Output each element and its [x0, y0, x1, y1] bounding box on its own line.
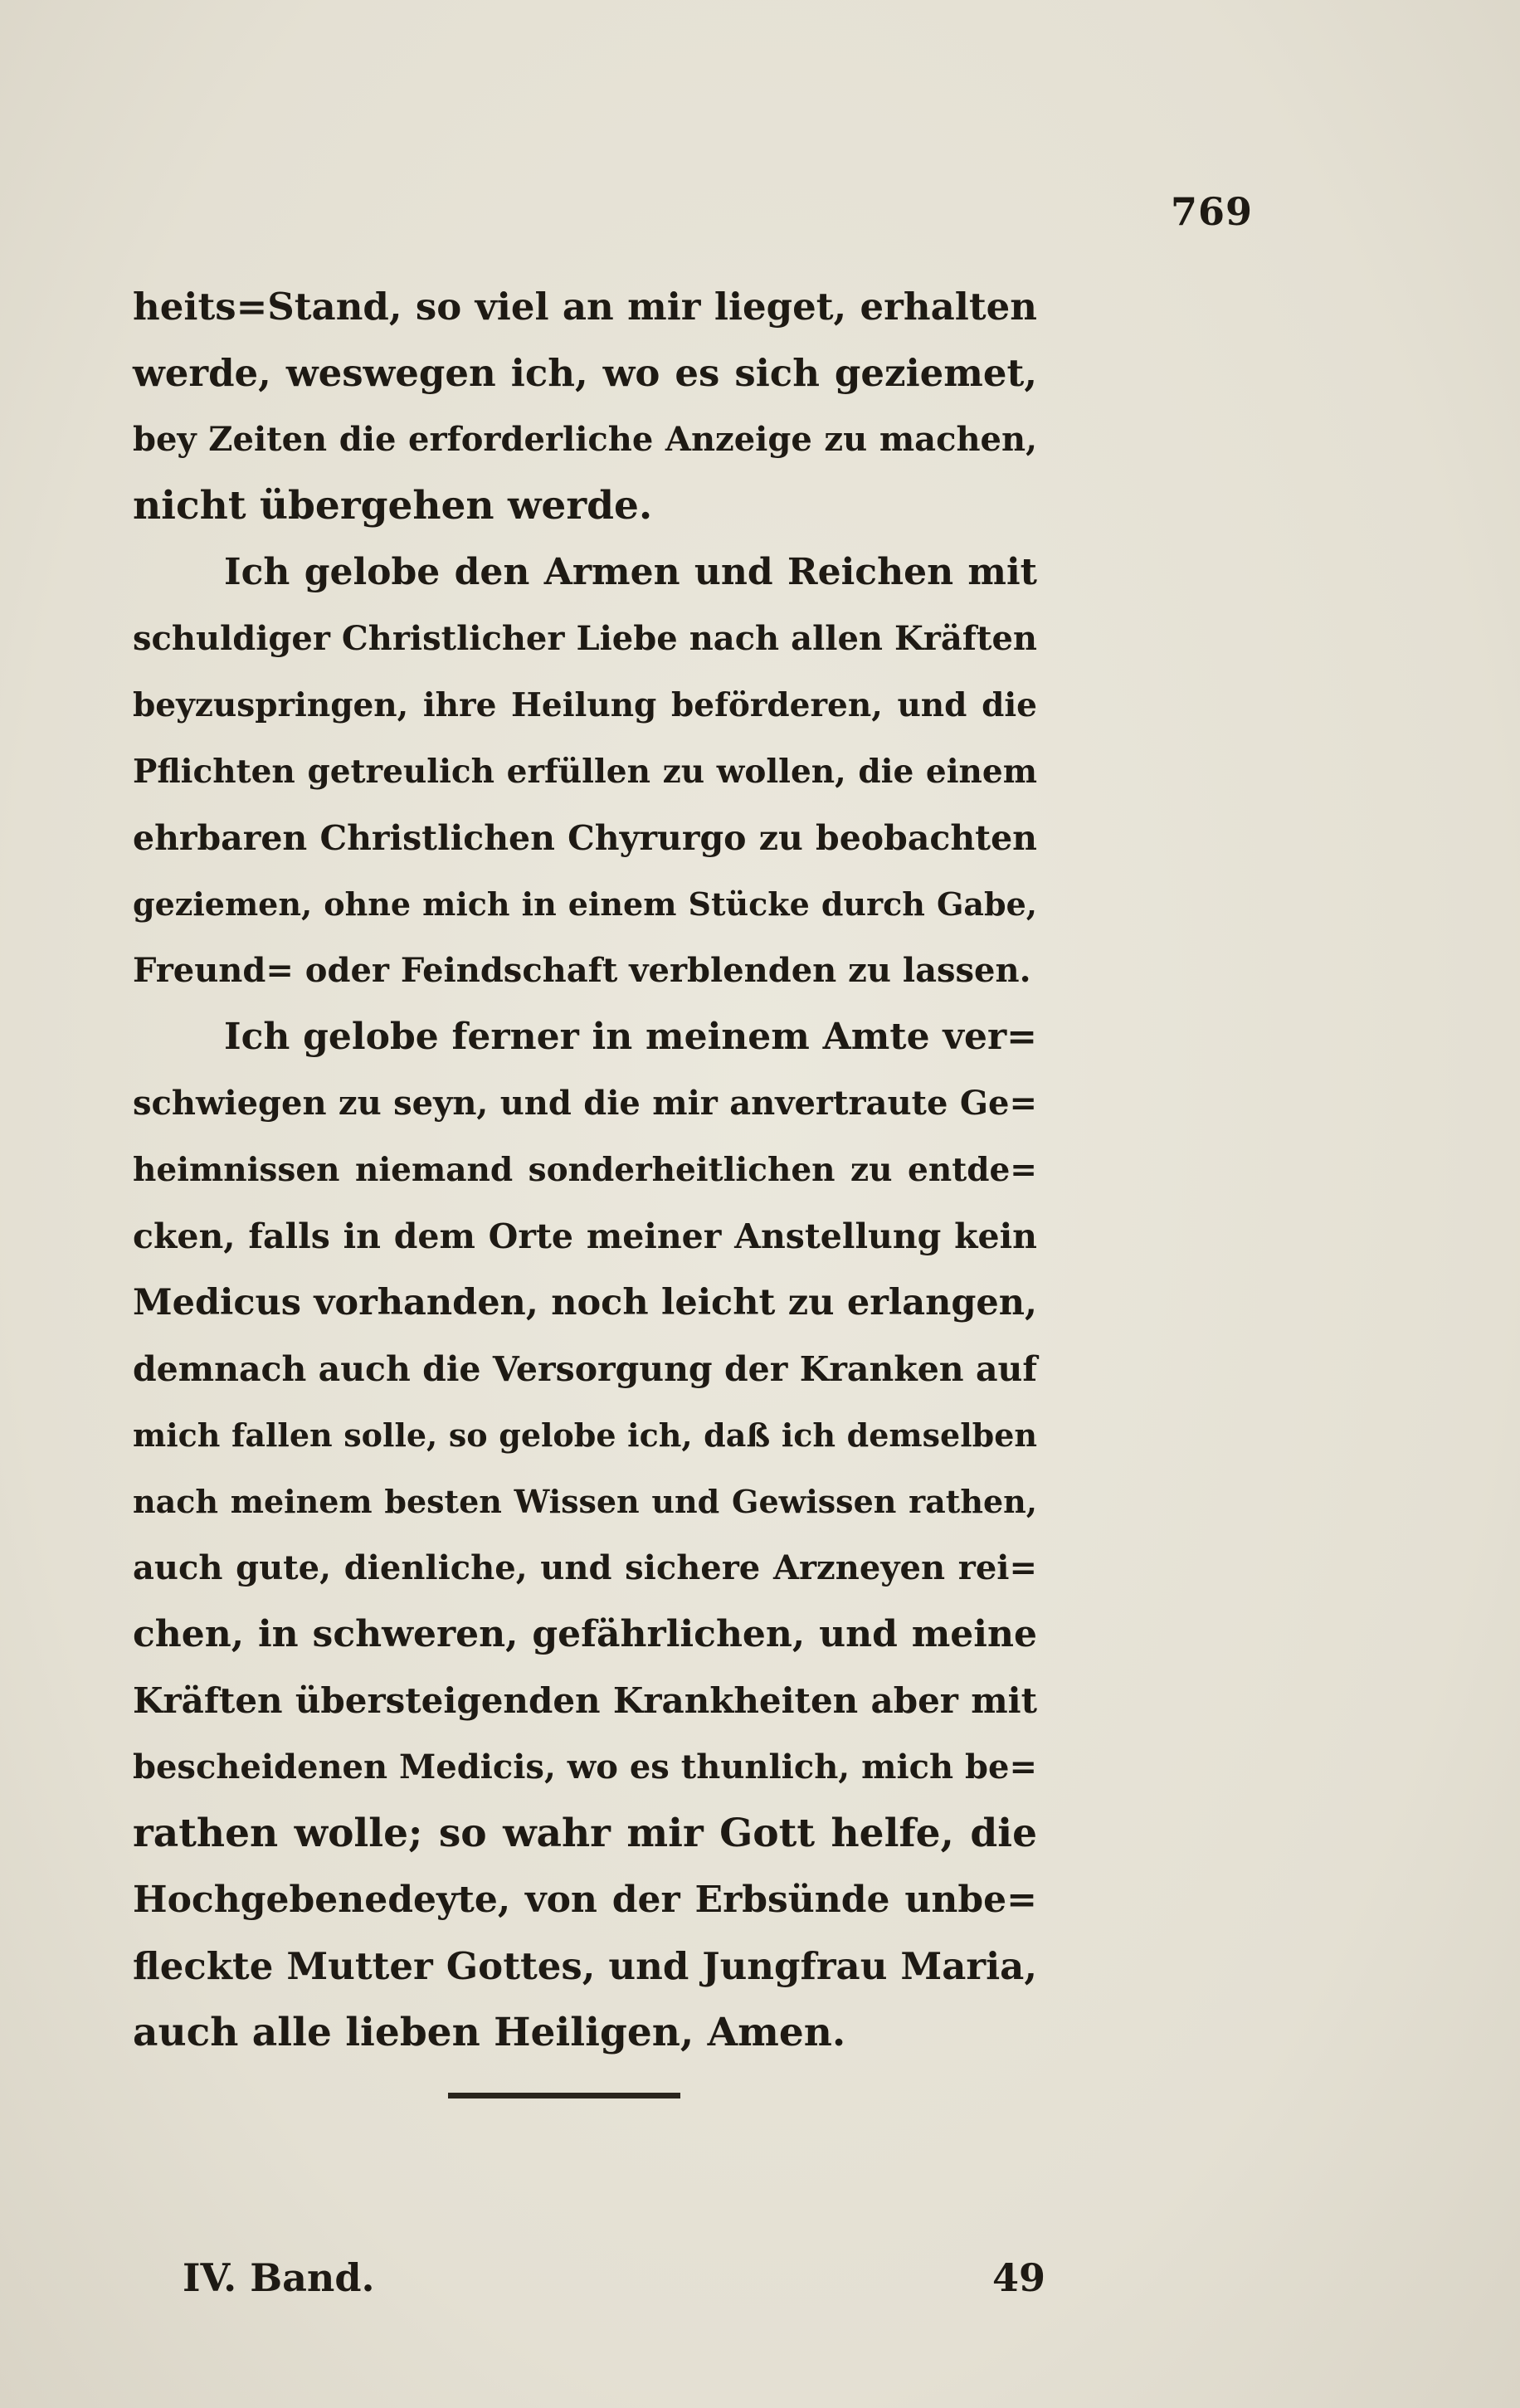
body-text — [133, 274, 1037, 2066]
text-line: Freund= oder Feindschaft verblenden zu lassen. — [133, 951, 1031, 990]
text-line: Ich gelobe den Armen und Reichen mit — [224, 551, 1037, 593]
text-line: Kräften übersteigenden Krankheiten aber mit — [133, 1680, 1037, 1721]
text-line: auch alle lieben Heiligen, Amen. — [133, 2010, 846, 2055]
text-line: cken, falls in dem Orte meiner Anstellung kein — [133, 1216, 1037, 1256]
text-line: rathen wolle; so wahr mir Gott helfe, die — [133, 1811, 1037, 1856]
text-line: schwiegen zu seyn, und die mir anvertraute Ge= — [133, 1084, 1037, 1123]
text-line: Hochgebenedeyte, von der Erbsünde unbe= — [133, 1879, 1037, 1921]
text-line: ehrbaren Christlichen Chyrurgo zu beobachten — [133, 818, 1037, 858]
text-line: nicht übergehen werde. — [133, 483, 653, 529]
text-line: nach meinem besten Wissen und Gewissen rathen, — [133, 1483, 1037, 1520]
text-line: chen, in schweren, gefährlichen, und meine — [133, 1613, 1037, 1655]
text-line: auch gute, dienliche, und sichere Arzneyen rei= — [133, 1548, 1037, 1587]
text-line: heimnissen niemand sonderheitlichen zu entde= — [133, 1151, 1037, 1189]
text-line: schuldiger Christlicher Liebe nach allen Kräften — [133, 619, 1037, 658]
page-number: 769 — [1170, 189, 1253, 234]
text-line: Medicus vorhanden, noch leicht zu erlangen, — [133, 1282, 1037, 1323]
section-rule — [448, 2093, 680, 2098]
text-line: bey Zeiten die erforderliche Anzeige zu machen, — [133, 420, 1037, 459]
text-line: mich fallen solle, so gelobe ich, daß ich demselben — [133, 1416, 1037, 1454]
text-line: werde, weswegen ich, wo es sich geziemet, — [133, 351, 1037, 395]
text-line: demnach auch die Versorgung der Kranken auf — [133, 1349, 1037, 1389]
text-line: Pflichten getreulich erfüllen zu wollen, die einem — [133, 753, 1037, 791]
text-line: beyzuspringen, ihre Heilung beförderen, und die — [133, 686, 1037, 724]
text-line: Ich gelobe ferner in meinem Amte ver= — [224, 1016, 1037, 1058]
text-line: geziemen, ohne mich in einem Stücke durch Gabe, — [133, 885, 1037, 923]
text-line: bescheidenen Medicis, wo es thunlich, mich be= — [133, 1748, 1037, 1787]
text-line: heits=Stand, so viel an mir lieget, erhalten — [133, 285, 1037, 329]
text-line: fleckte Mutter Gottes, und Jungfrau Maria, — [133, 1944, 1037, 1988]
sheet-number: 49 — [991, 2255, 1045, 2300]
volume-signature: IV. Band. — [183, 2255, 375, 2300]
